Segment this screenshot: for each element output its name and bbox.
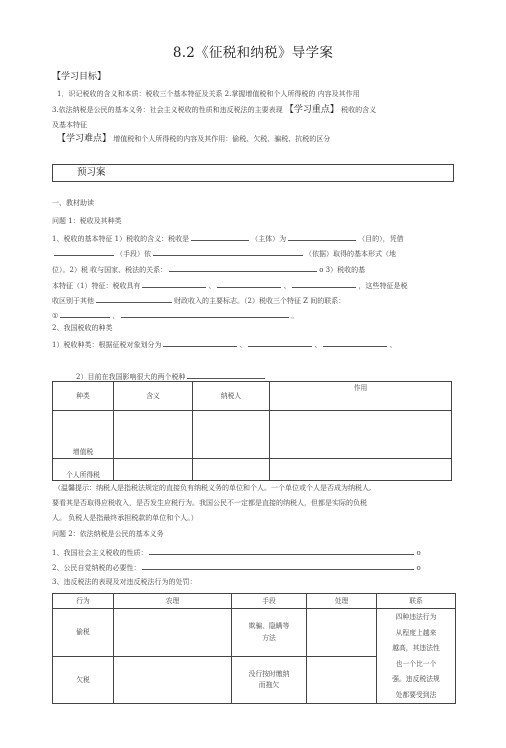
l5a: 收区别于其他 bbox=[52, 297, 94, 305]
difficulty-line bbox=[57, 134, 457, 145]
tax-types-table bbox=[52, 381, 452, 481]
table2-cell[interactable] bbox=[114, 609, 232, 657]
table2-link bbox=[377, 609, 456, 704]
blank[interactable] bbox=[323, 339, 387, 347]
l4c: 、 bbox=[283, 282, 291, 290]
table1-header: 种类 bbox=[53, 382, 114, 411]
blank[interactable] bbox=[191, 233, 249, 241]
section-1-heading: 一、教材助读 bbox=[52, 199, 94, 207]
blank[interactable] bbox=[153, 248, 303, 256]
preview-box-label: 预习案 bbox=[77, 167, 106, 178]
l8c: 、 bbox=[314, 341, 322, 349]
q2l1: 1、我国社会主义税收的性质： bbox=[52, 549, 148, 557]
table1-cell[interactable] bbox=[270, 459, 452, 481]
l6b: 、 bbox=[112, 312, 120, 320]
l8a: 1）税收种类：根据征税对象划分为 bbox=[52, 341, 162, 349]
difficulty-label: 【学习难点】 bbox=[57, 134, 112, 144]
link-line: 越高，其违法性 bbox=[392, 644, 440, 652]
tip-line-2: 要看其是否取得应税收入，是否发生应税行为。我国公民不一定都是直接的纳税人，但都是实际的负税 bbox=[52, 499, 367, 507]
q2-line-1 bbox=[52, 547, 457, 558]
blank[interactable] bbox=[187, 371, 265, 379]
means-line: 没行按时缴纳 bbox=[248, 669, 290, 678]
means-line: 方法 bbox=[262, 633, 276, 642]
blank[interactable] bbox=[142, 280, 206, 288]
blank[interactable] bbox=[121, 310, 289, 318]
table1-header: 含义 bbox=[114, 382, 193, 411]
link-line: 处都要受到法 bbox=[395, 690, 437, 699]
l4b: 、 bbox=[208, 282, 216, 290]
table2-row-label: 偷税 bbox=[53, 609, 114, 657]
text-line-2 bbox=[52, 248, 457, 259]
goal-line-2a: 3.依法纳税是公民的基本义务：社会主义税收的性质和违反税法的主要表现 bbox=[52, 106, 283, 114]
q2l2: 2、公民自觉纳税的必要性： bbox=[52, 564, 141, 572]
text-line-7: 2、我国税收的种类 bbox=[52, 324, 113, 332]
goal-label: 【学习目标】 bbox=[52, 72, 107, 82]
blank[interactable] bbox=[217, 280, 281, 288]
table1-row-label: 增值税 bbox=[53, 411, 114, 459]
l3b: o 3）税收的基 bbox=[319, 266, 366, 274]
q2-end: o bbox=[416, 549, 421, 557]
blank[interactable] bbox=[54, 248, 114, 256]
text-line-6 bbox=[52, 310, 457, 321]
table1-cell[interactable] bbox=[193, 459, 270, 481]
l2a: （手段）依 bbox=[116, 250, 151, 258]
goal-line-2 bbox=[52, 105, 452, 116]
q2-end: o bbox=[416, 564, 421, 572]
link-line: 从程度上越来 bbox=[395, 628, 437, 637]
table2-cell[interactable] bbox=[307, 609, 377, 657]
text-line-3 bbox=[52, 264, 457, 275]
blank[interactable] bbox=[96, 295, 172, 303]
l3a: 位）。2）税 收与国家、税法的关系： bbox=[52, 266, 168, 274]
blank[interactable] bbox=[60, 310, 110, 318]
l8d: 、 bbox=[389, 341, 397, 349]
page-title: 8.2《征税和纳税》导学案 bbox=[172, 45, 334, 61]
blank[interactable] bbox=[248, 339, 312, 347]
table2-cell[interactable] bbox=[114, 656, 232, 704]
link-line: 强。违反税法规 bbox=[392, 675, 440, 683]
question-1: 问题 1：税收及其种类 bbox=[52, 217, 122, 225]
l1b: （主体）为 bbox=[251, 235, 287, 243]
table2-header: 联系 bbox=[377, 594, 456, 609]
table1-cell[interactable] bbox=[114, 411, 193, 459]
l6a: ① bbox=[52, 312, 59, 320]
text-line-8 bbox=[52, 339, 457, 350]
l9a: 2）目前在我国影响很大的两个税种 bbox=[76, 373, 186, 381]
goal-line-2b: 税收的含义 bbox=[341, 106, 377, 114]
means-line: 而拖欠 bbox=[258, 681, 280, 690]
table1-cell[interactable] bbox=[114, 459, 193, 481]
link-line: 也一个比一个 bbox=[395, 659, 437, 668]
link-line: 四种违法行为 bbox=[395, 613, 437, 621]
goal-line-3: 及基本特征 bbox=[52, 121, 87, 129]
blank[interactable] bbox=[163, 339, 237, 347]
preview-box bbox=[52, 164, 454, 182]
l2b: （依据）取得的基本形式（地 bbox=[305, 250, 396, 258]
table2-header: 行为 bbox=[53, 594, 114, 609]
blank[interactable] bbox=[169, 264, 317, 272]
table2-header: 处理 bbox=[307, 594, 377, 609]
blank[interactable] bbox=[288, 233, 356, 241]
difficulty-text: 增值税和个人所得税的内容及其作用：偷税、欠税、骗税、抗税的区分 bbox=[113, 135, 331, 143]
l8b: 、 bbox=[239, 341, 247, 349]
text-line-5 bbox=[52, 295, 457, 306]
goal-line-1: 1．识记税收的含义和本质：税收三个基本特征及关系 2.掌握增值税和个人所得税的 内容及其作用 bbox=[57, 90, 360, 98]
table1-cell[interactable] bbox=[270, 411, 452, 459]
means-line: 欺骗、隐瞒等 bbox=[248, 622, 290, 631]
q2-line-2 bbox=[52, 562, 457, 573]
table1-cell[interactable] bbox=[193, 411, 270, 459]
l4d: ，这些特征是税 bbox=[358, 282, 408, 290]
question-2: 问题 2：依法纳税是公民的基本义务 bbox=[52, 530, 164, 538]
table2-header: 手段 bbox=[232, 594, 307, 609]
blank[interactable] bbox=[149, 547, 414, 555]
text-line-1 bbox=[52, 233, 457, 244]
l6c: 。 bbox=[291, 312, 299, 320]
goal-heading bbox=[52, 72, 452, 83]
table2-cell[interactable] bbox=[307, 656, 377, 704]
l4a: 本特征（1）特征：税收具有 bbox=[52, 282, 141, 290]
q2-line-3: 3、违反税法的表现及对违反税法行为的处罚： bbox=[52, 578, 197, 586]
l1a: 1、税收的基本特征 1）税收的含义：税收是 bbox=[52, 235, 190, 243]
table2-row-label: 欠税 bbox=[53, 656, 114, 704]
violations-table bbox=[52, 593, 456, 704]
key-label: 【学习重点】 bbox=[284, 105, 339, 115]
tip-line-3: 人。 负税人是指最终承担税款的单位和个人。） bbox=[52, 514, 198, 522]
l1c: （目的），凭借 bbox=[358, 235, 404, 243]
table1-row-label: 个人所得税 bbox=[53, 459, 114, 481]
blank[interactable] bbox=[142, 562, 414, 570]
l5b: 财政收入的主要标志。（2）税收三个特征 Z 间的联系： bbox=[174, 297, 346, 305]
blank[interactable] bbox=[292, 280, 356, 288]
table2-header: 农理 bbox=[114, 594, 232, 609]
text-line-4 bbox=[52, 280, 457, 291]
table2-means bbox=[232, 656, 307, 704]
table1-header: 作用 bbox=[270, 382, 452, 411]
table2-means bbox=[232, 609, 307, 657]
table1-header: 纳税人 bbox=[193, 382, 270, 411]
tip-line-1: （温馨提示：纳税人是指税法规定的直接负有纳税义务的单位和个人。一个单位或个人是否成为纳税人, bbox=[54, 484, 372, 492]
